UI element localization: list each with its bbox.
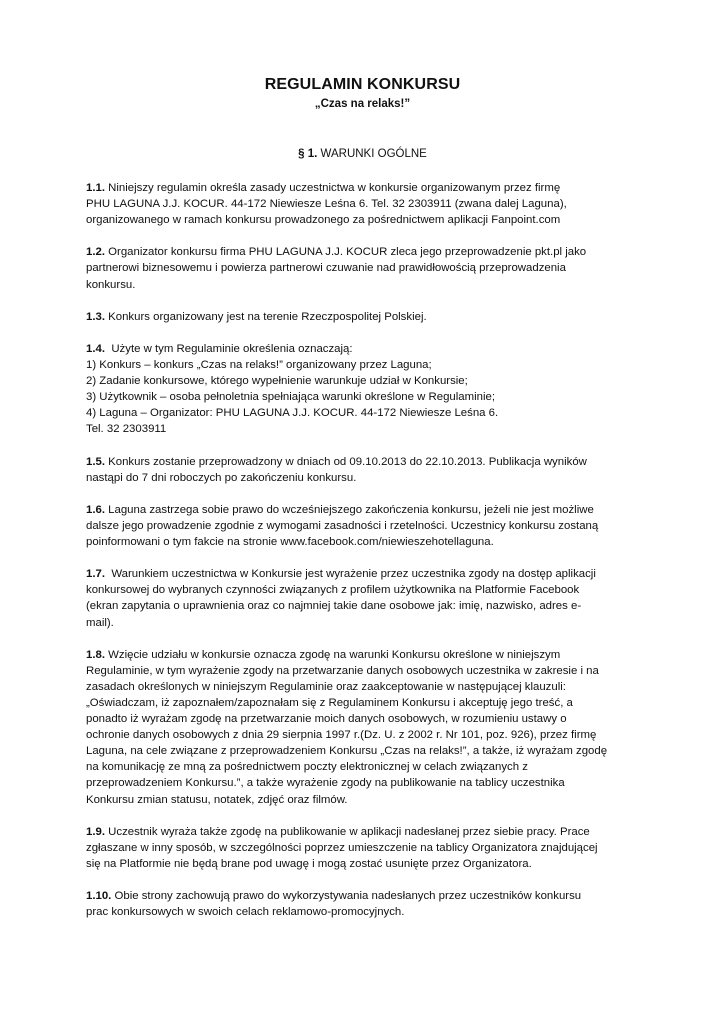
paragraph-text: Wzięcie udziału w konkursie oznacza zgodę na warunki Konkursu określone w niniejszym — [105, 648, 561, 661]
paragraph-line: ponadto iż wyrażam zgodę na przetwarzanie moich danych osobowych, w rozumieniu ustawy o — [86, 713, 567, 726]
paragraph-line: partnerowi biznesowemu i powierza partnerowi czuwanie nad prawidłowością przeprowadzenia — [86, 262, 566, 275]
paragraph-line: nastąpi do 7 dni roboczych po zakończeniu konkursu. — [86, 471, 357, 484]
section-symbol: § 1. — [298, 148, 318, 160]
paragraph-number: 1.9. — [86, 825, 105, 838]
paragraph-number: 1.6. — [86, 503, 105, 516]
paragraph-line: organizowanego w ramach konkursu prowadzonego za pośrednictwem aplikacji Fanpoint.com — [86, 214, 561, 227]
paragraph-line — [86, 309, 642, 325]
paragraph-line: przeprowadzeniem Konkursu.”, a także wyrażenie zgody na publikowanie na tablicy uczestnika — [86, 777, 565, 790]
paragraph-line: prac konkursowych w swoich celach reklamowo-promocyjnych. — [86, 906, 405, 919]
paragraph-number: 1.5. — [86, 455, 105, 468]
paragraph-line: 4) Laguna – Organizator: PHU LAGUNA J.J. KOCUR. 44-172 Niewiesze Leśna 6. — [86, 407, 499, 420]
paragraph-line: Konkursu zmian statusu, notatek, zdjęć oraz filmów. — [86, 793, 348, 806]
paragraph-1-2 — [86, 244, 642, 292]
paragraph-line: (ekran zapytania o uprawnienia oraz co najmniej takie dane osobowe jak: imię, nazwisko, adres e- — [86, 600, 582, 613]
paragraph-number: 1.8. — [86, 648, 105, 661]
paragraph-text: Konkurs organizowany jest na terenie Rzeczpospolitej Polskiej. — [105, 310, 427, 323]
paragraph-text: Warunkiem uczestnictwa w Konkursie jest wyrażenie przez uczestnika zgody na dostęp aplikacji — [105, 568, 596, 581]
paragraph-text: Użyte w tym Regulaminie określenia oznaczają: — [105, 342, 353, 355]
paragraph-1-3 — [86, 309, 642, 325]
paragraph-1-9 — [86, 824, 642, 872]
paragraph-text: Konkurs zostanie przeprowadzony w dniach od 09.10.2013 do 22.10.2013. Publikacja wyników — [105, 455, 587, 468]
paragraph-number: 1.10. — [86, 890, 112, 903]
paragraph-line — [86, 341, 642, 357]
paragraph-line: się na Platformie nie będą brane pod uwagę i mogą zostać usunięte przez Organizatora. — [86, 857, 532, 870]
paragraph-line — [86, 180, 642, 196]
paragraph-number: 1.4. — [86, 342, 105, 355]
paragraph-line: 3) Użytkownik – osoba pełnoletnia spełniająca warunki określone w Regulaminie; — [86, 391, 496, 404]
paragraph-text: Organizator konkursu firma PHU LAGUNA J.J. KOCUR zleca jego przeprowadzenie pkt.pl jako — [105, 246, 587, 259]
paragraph-line: 2) Zadanie konkursowe, którego wypełnienie warunkuje udział w Konkursie; — [86, 375, 468, 388]
section-heading — [0, 148, 725, 160]
paragraph-line: Regulaminie, w tym wyrażenie zgody na przetwarzanie danych osobowych uczestnika w zakresie i na — [86, 664, 599, 677]
paragraph-number: 1.7. — [86, 568, 105, 581]
paragraph-line — [86, 888, 642, 904]
paragraph-line: 1) Konkurs – konkurs „Czas na relaks!” organizowany przez Laguna; — [86, 359, 432, 372]
paragraph-line: na komunikację ze mną za pośrednictwem poczty elektronicznej w celach związanych z — [86, 761, 528, 774]
paragraph-text: Uczestnik wyraża także zgodę na publikowanie w aplikacji nadesłanej przez siebie pracy. Prace — [105, 825, 590, 838]
paragraph-number: 1.2. — [86, 246, 105, 259]
paragraph-line: poinformowani o tym fakcie na stronie www.facebook.com/niewieszehotellaguna. — [86, 536, 494, 549]
paragraph-1-5 — [86, 454, 642, 486]
paragraph-line — [86, 566, 642, 582]
paragraph-line: PHU LAGUNA J.J. KOCUR. 44-172 Niewiesze Leśna 6. Tel. 32 2303911 (zwana dalej Laguna), — [86, 198, 567, 211]
paragraph-line: zasadach określonych w niniejszym Regulaminie oraz zaakceptowanie w następującej klauzuli: — [86, 680, 566, 693]
paragraph-number: 1.3. — [86, 310, 105, 323]
paragraph-line — [86, 244, 642, 260]
paragraph-1-8 — [86, 647, 642, 808]
paragraph-text: Laguna zastrzega sobie prawo do wcześniejszego zakończenia konkursu, jeżeli nie jest możliwe — [105, 503, 594, 516]
paragraph-line: zgłaszane w inny sposób, w szczególności poprzez umieszczenie na tablicy Organizatora znajdującej — [86, 841, 598, 854]
paragraph-1-1 — [86, 180, 642, 228]
paragraph-line: konkursowej do wybranych czynności związanych z profilem użytkownika na Platformie Facebook — [86, 584, 580, 597]
paragraph-line — [86, 824, 642, 840]
paragraph-line: mail). — [86, 616, 114, 629]
paragraph-line — [86, 454, 642, 470]
paragraph-line — [86, 647, 642, 663]
paragraph-line: konkursu. — [86, 278, 136, 291]
paragraph-line: ochronie danych osobowych z dnia 29 sierpnia 1997 r.(Dz. U. z 2002 r. Nr 101, poz. 926), przez firmę — [86, 729, 597, 742]
paragraph-1-4 — [86, 341, 642, 438]
section-name: WARUNKI OGÓLNE — [320, 148, 427, 160]
paragraph-text: Niniejszy regulamin określa zasady uczestnictwa w konkursie organizowanym przez firmę — [105, 182, 561, 194]
document-subtitle: „Czas na relaks!” — [314, 98, 411, 110]
regulation-body — [86, 180, 642, 936]
paragraph-number: 1.1. — [86, 182, 105, 194]
paragraph-line: „Oświadczam, iż zapoznałem/zapoznałam się z Regulaminem Konkursu i akceptuję jego treść, a — [86, 697, 573, 709]
paragraph-1-7 — [86, 566, 642, 630]
paragraph-line: Laguna, na cele związane z przeprowadzeniem Konkursu „Czas na relaks!”, a także, iż wyrażam zgodę — [86, 745, 608, 758]
paragraph-line — [86, 502, 642, 518]
paragraph-text: Obie strony zachowują prawo do wykorzystywania nadesłanych przez uczestników konkursu — [111, 890, 582, 903]
document-title: REGULAMIN KONKURSU — [264, 76, 461, 93]
paragraph-line: Tel. 32 2303911 — [86, 423, 167, 436]
paragraph-1-6 — [86, 502, 642, 550]
paragraph-1-10 — [86, 888, 642, 920]
paragraph-line: dalsze jego prowadzenie zgodnie z wymogami zasadności i rzetelności. Uczestnicy konkursu zostaną — [86, 519, 599, 532]
